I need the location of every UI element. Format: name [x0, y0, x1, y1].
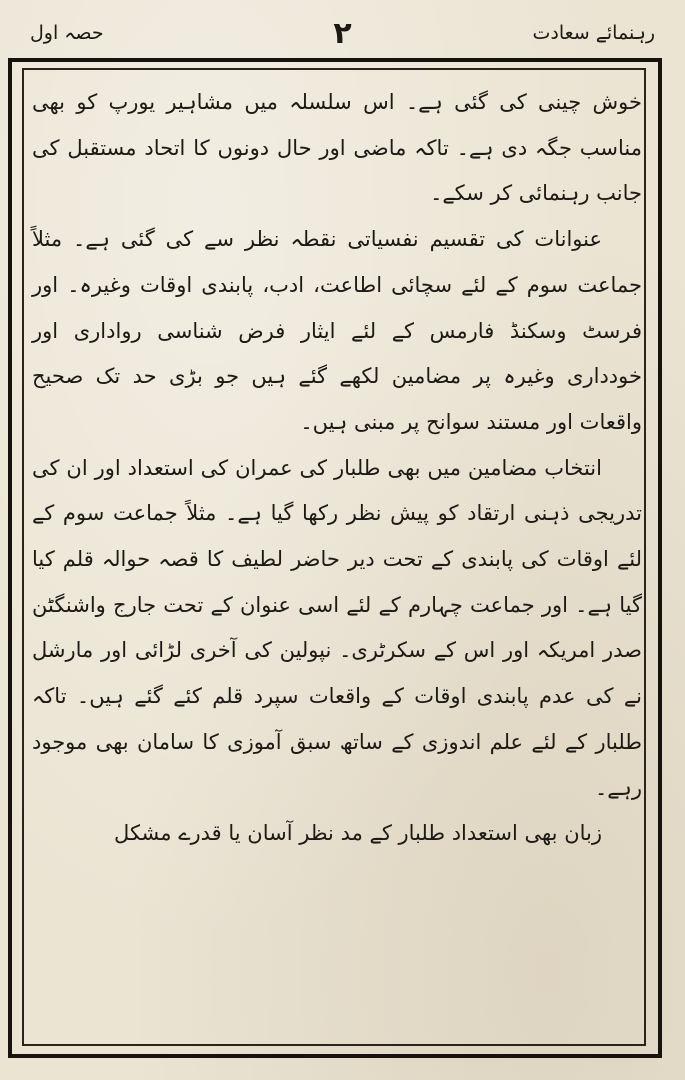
book-title: رہنمائے سعادت [532, 22, 655, 44]
paragraph-1: خوش چینی کی گئی ہے۔ اس سلسلہ میں مشاہیر یورپ کو بھی مناسب جگہ دی ہے۔ تاکہ ماضی اور حال دونوں کا اتحاد مستقبل کی جانب رہنمائی کر سکے۔ [32, 90, 642, 206]
part-label: حصہ اول [30, 22, 104, 44]
paragraph-2: عنوانات کی تقسیم نفسیاتی نقطہ نظر سے کی گئی ہے۔ مثلاً جماعت سوم کے لئے سچائی اطاعت، ادب، پابندی اوقات وغیرہ۔ اور فرسٹ وسکنڈ فارمس کے لئے ایثار فرض شناسی رواداری اور خودداری وغیرہ پر مضامین لکھے گئے ہیں جو بڑی حد تک صحیح واقعات اور مستند سوانح پر مبنی ہیں۔ [32, 227, 642, 434]
page-number: ۲ [333, 16, 352, 51]
page-header [30, 18, 655, 58]
paragraph-3: انتخاب مضامین میں بھی طلبار کی عمران کی استعداد اور ان کی تدریجی ذہنی ارتقاد کو پیش نظر رکھا گیا ہے۔ مثلاً جماعت سوم کے لئے اوقات کی پابندی کے تحت دیر حاضر لطیف کا قصہ حوالہ قلم کیا گیا ہے۔ اور جماعت چہارم کے لئے اسی عنوان کے تحت جارج واشنگٹن صدر امریکہ اور اس کے سکرٹری۔ نپولین کی آخری لڑائی اور مارشل نے کی عدم پابندی اوقات کے واقعات سپرد قلم کئے گئے ہیں۔ تاکہ طلبار کے لئے علم اندوزی کے ساتھ سبق آموزی کا سامان بھی موجود رہے۔ [32, 455, 642, 800]
body-text [32, 80, 642, 857]
paragraph-4: زبان بھی استعداد طلبار کے مد نظر آسان یا قدرے مشکل [114, 821, 602, 846]
